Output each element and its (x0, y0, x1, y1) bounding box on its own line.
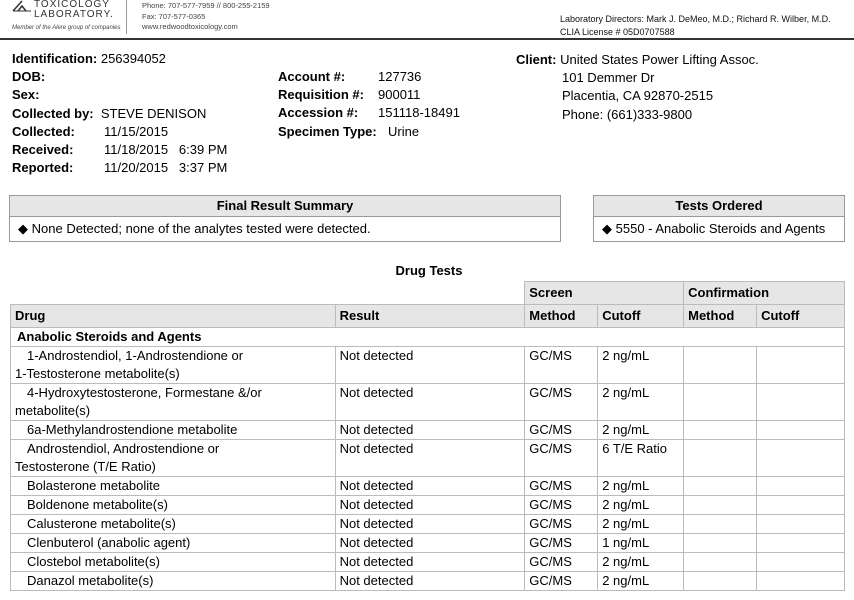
result-value: Not detected (335, 421, 525, 440)
lab-website[interactable]: www.redwoodtoxicology.com (142, 22, 238, 31)
screen-group-header: Screen (525, 282, 684, 305)
screen-method: GC/MS (525, 347, 598, 384)
col-result: Result (335, 305, 525, 328)
result-value: Not detected (335, 515, 525, 534)
screen-cutoff: 2 ng/mL (598, 384, 684, 421)
screen-cutoff: 2 ng/mL (598, 421, 684, 440)
header-rule (0, 38, 854, 40)
confirmation-method (684, 477, 757, 496)
screen-method: GC/MS (525, 421, 598, 440)
client-phone: Phone: (661)333-9800 (562, 106, 693, 122)
result-summary-body: ◆ None Detected; none of the analytes tested were detected. (18, 221, 371, 236)
drug-name: Danazol metabolite(s) (11, 572, 336, 591)
screen-cutoff: 2 ng/mL (598, 496, 684, 515)
drug-name: Boldenone metabolite(s) (11, 496, 336, 515)
drug-name: 6a-Methylandrostendione metabolite (11, 421, 336, 440)
confirmation-method (684, 421, 757, 440)
bullet-icon: ◆ (18, 221, 28, 236)
category-label: Anabolic Steroids and Agents (11, 328, 845, 347)
confirmation-cutoff (757, 496, 845, 515)
logo-tagline: Member of the Alere group of companies (12, 25, 121, 31)
confirmation-group-header: Confirmation (684, 282, 845, 305)
result-value: Not detected (335, 347, 525, 384)
result-value: Not detected (335, 534, 525, 553)
screen-method: GC/MS (525, 534, 598, 553)
lab-contact (142, 1, 270, 33)
col-confirmation-cutoff: Cutoff (757, 305, 845, 328)
confirmation-cutoff (757, 515, 845, 534)
table-row (11, 440, 845, 477)
clia-license: CLIA License # 05D0707588 (560, 27, 675, 37)
reported-value: 11/20/2015 3:37 PM (104, 160, 228, 176)
screen-method: GC/MS (525, 515, 598, 534)
confirmation-cutoff (757, 384, 845, 421)
confirmation-method (684, 347, 757, 384)
lab-fax: Fax: 707-577-0365 (142, 11, 206, 21)
header-divider (126, 0, 127, 34)
screen-method: GC/MS (525, 440, 598, 477)
col-screen-method: Method (525, 305, 598, 328)
requisition-value: 900011 (378, 87, 421, 103)
confirmation-cutoff (757, 421, 845, 440)
confirmation-cutoff (757, 347, 845, 384)
screen-cutoff: 2 ng/mL (598, 572, 684, 591)
col-confirmation-method: Method (684, 305, 757, 328)
screen-method: GC/MS (525, 572, 598, 591)
drug-tests-title: Drug Tests (395, 263, 463, 278)
tests-ordered-box (593, 195, 845, 242)
specimen-value: Urine (388, 123, 420, 139)
drug-name: 1-Androstendiol, 1-Androstendione or 1-Testosterone metabolite(s) (11, 347, 336, 384)
table-row (11, 515, 845, 534)
logo-wordmark: TOXICOLOGY LABORATORY. (34, 0, 114, 20)
screen-cutoff: 6 T/E Ratio (598, 440, 684, 477)
screen-method: GC/MS (525, 384, 598, 421)
confirmation-cutoff (757, 553, 845, 572)
collected-by-value: STEVE DENISON (100, 105, 207, 121)
client-name: United States Power Lifting Assoc. (560, 52, 759, 67)
screen-cutoff: 2 ng/mL (598, 553, 684, 572)
table-row (11, 572, 845, 591)
screen-cutoff: 1 ng/mL (598, 534, 684, 553)
confirmation-method (684, 553, 757, 572)
result-value: Not detected (335, 572, 525, 591)
table-row (11, 421, 845, 440)
drug-tests-table (10, 281, 845, 591)
collected-value: 11/15/2015 (104, 123, 169, 139)
client-address2: Placentia, CA 92870-2515 (562, 88, 714, 104)
lab-directors: Laboratory Directors: Mark J. DeMeo, M.D.; Richard R. Wilber, M.D. CLIA License # 05D0707588 (560, 14, 831, 37)
screen-cutoff: 2 ng/mL (598, 347, 684, 384)
confirmation-method (684, 440, 757, 477)
confirmation-cutoff (757, 477, 845, 496)
client-info: Client: United States Power Lifting Assoc. 101 Demmer Dr Placentia, CA 92870-2515 Phone: (661)333-9800 (516, 51, 759, 124)
client-address1: 101 Demmer Dr (562, 70, 655, 86)
table-row (11, 384, 845, 421)
result-value: Not detected (335, 553, 525, 572)
result-value: Not detected (335, 384, 525, 421)
table-row (11, 477, 845, 496)
tests-ordered-title: Tests Ordered (594, 196, 844, 217)
account-info: Account #: 127736 Requisition #: 900011 Accession #: 151118-18491 Specimen Type: Urine (278, 69, 460, 139)
result-value: Not detected (335, 496, 525, 515)
result-summary-title: Final Result Summary (10, 196, 560, 217)
bullet-icon: ◆ (602, 221, 612, 236)
confirmation-method (684, 572, 757, 591)
screen-method: GC/MS (525, 477, 598, 496)
confirmation-method (684, 534, 757, 553)
result-value: Not detected (335, 440, 525, 477)
tests-ordered-body: ◆ 5550 - Anabolic Steroids and Agents (602, 221, 826, 236)
confirmation-cutoff (757, 572, 845, 591)
col-screen-cutoff: Cutoff (598, 305, 684, 328)
logo-icon (12, 0, 32, 12)
table-row (11, 534, 845, 553)
screen-cutoff: 2 ng/mL (598, 477, 684, 496)
patient-info: Identification: 256394052 DOB: Sex: Collected by: STEVE DENISON Collected: 11/15/2015 Received: 11/18/2015 6:39 PM Reported: 11/20/2015 3:37 PM (12, 51, 228, 176)
confirmation-method (684, 515, 757, 534)
confirmation-cutoff (757, 534, 845, 553)
drug-name: Calusterone metabolite(s) (11, 515, 336, 534)
table-row (11, 553, 845, 572)
drug-name: Androstendiol, Androstendione or Testosterone (T/E Ratio) (11, 440, 336, 477)
table-row (11, 347, 845, 384)
confirmation-method (684, 384, 757, 421)
received-value: 11/18/2015 6:39 PM (104, 142, 228, 158)
confirmation-method (684, 496, 757, 515)
screen-method: GC/MS (525, 553, 598, 572)
table-row (11, 496, 845, 515)
result-summary-box (9, 195, 561, 242)
lab-phone: Phone: 707-577-7959 // 800-255-2159 (142, 1, 270, 10)
identification-value: 256394052 (100, 51, 166, 66)
drug-name: 4-Hydroxytestosterone, Formestane &/or metabolite(s) (11, 384, 336, 421)
accession-value: 151118-18491 (378, 105, 460, 121)
account-value: 127736 (378, 69, 422, 84)
category-row (11, 328, 845, 347)
confirmation-cutoff (757, 440, 845, 477)
result-value: Not detected (335, 477, 525, 496)
drug-name: Clenbuterol (anabolic agent) (11, 534, 336, 553)
drug-name: Clostebol metabolite(s) (11, 553, 336, 572)
screen-method: GC/MS (525, 496, 598, 515)
col-drug: Drug (11, 305, 336, 328)
drug-name: Bolasterone metabolite (11, 477, 336, 496)
screen-cutoff: 2 ng/mL (598, 515, 684, 534)
